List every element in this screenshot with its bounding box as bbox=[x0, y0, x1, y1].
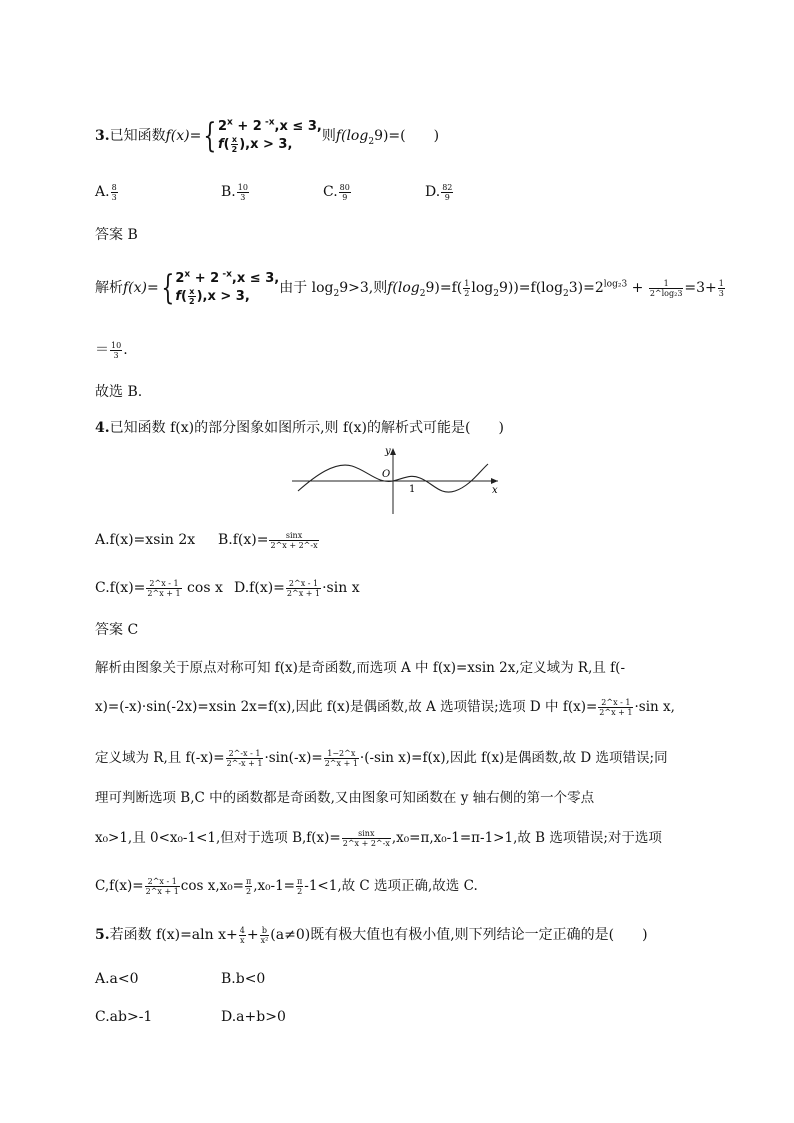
q4-analysis-line-4: 理可判断选项 B,C 中的函数都是奇函数,又由图象可知函数在 y 轴右侧的第一个零点 bbox=[95, 790, 595, 806]
q3-option-a: A. $\frac{8}{3}$ bbox=[95, 182, 117, 202]
q5-option-b: B.b<0 bbox=[221, 971, 266, 987]
q3-result: ＝ $\frac{10}{3}$ . bbox=[95, 340, 128, 360]
q3-number: 3. bbox=[95, 128, 110, 144]
q4-analysis-line-2: x)=(-x)·sin(-2x)=xsin 2x=f(x),因此 f(x)是偶函数,故 A 选项错误;选项 D 中 f(x)= $\frac{2\^{}x - 1}{2\^{}x + 1}$ ·sin x, bbox=[95, 698, 675, 717]
q3-option-b: B. $\frac{10}{3}$ bbox=[221, 182, 248, 202]
q3-option-c: C. $\frac{80}{9}$ bbox=[323, 182, 350, 202]
q4-option-c: C.f(x)= $\frac{2\^{}x - 1}{2\^{}x + 1}$ cos x bbox=[95, 578, 223, 598]
q4-option-d: D.f(x)= $\frac{2\^{}x - 1}{2\^{}x + 1}$ ·sin x bbox=[234, 578, 360, 598]
case-1: $2^x + 2$ $^{-x}$,x ≤ 3, bbox=[218, 117, 322, 134]
q3-stem: 3.已知函数$f(x)=\{2^x + 2$ $^{-x}$,x ≤ 3, f( $\frac{x}{2}$ ),x > 3,则$f(\log_29)=$( ) bbox=[95, 116, 440, 156]
x-axis-arrow bbox=[491, 478, 498, 484]
q3-option-d: D. $\frac{82}{9}$ bbox=[425, 182, 453, 202]
q3-answer: 答案 B bbox=[95, 227, 138, 243]
q3-analysis: 解析$f(x)=\{2^x + 2$ $^{-x}$,x ≤ 3, f( $\frac{x}{2}$ ),x > 3,由于 $\log_29>3$,则$f(\log_29)=f$( $\frac{1}{2}$ $\log_29))=f(\log_23)=2^{log_23}$ + $\frac{1}{\text{2\textasciicircum{}log₂3}}$ =3+ $\frac{1}{3}$ bbox=[95, 268, 724, 308]
q4-stem: 4.已知函数 f(x)的部分图象如图所示,则 f(x)的解析式可能是( ) bbox=[95, 420, 504, 436]
piecewise-cases bbox=[218, 118, 322, 154]
q4-option-b: B.f(x)= $\frac{\sin x}{2\^{}x + 2\^{}-x}$ bbox=[218, 530, 318, 550]
case-2: f( $\frac{x}{2}$ ),x > 3, bbox=[218, 135, 293, 154]
q3-conclusion: 故选 B. bbox=[95, 384, 143, 400]
q4-analysis-line-5: x₀>1,且 0<x₀-1<1,但对于选项 B,f(x)= $\frac{\sin x}{2\^{}x + 2\^{}-x}$ ,x₀=π,x₀-1=π-1>1,故 B 选项错误;对于选项 bbox=[95, 829, 662, 848]
tick-label-1: 1 bbox=[409, 484, 416, 495]
q4-analysis-line-6: C,f(x)= $\frac{2\^{}x - 1}{2\^{}x + 1}$ cos x,x₀= $\frac{\pi}{2}$ ,x₀-1= $\frac{\pi}{2}$ -1<1,故 C 选项正确,故选 C. bbox=[95, 877, 478, 896]
brace: { bbox=[203, 116, 217, 156]
q4-analysis-line-1: 解析由图象关于原点对称可知 f(x)是奇函数,而选项 A 中 f(x)=xsin 2x,定义域为 R,且 f(- bbox=[95, 660, 626, 676]
q5-option-a: A.a<0 bbox=[95, 971, 139, 987]
q5-option-d: D.a+b>0 bbox=[221, 1009, 286, 1025]
q5-stem: 5.若函数 f(x)=aln x+ $\frac{4}{x}$ + $\frac{b}{\text{x²}}$ (a≠0)既有极大值也有极小值,则下列结论一定正确的是( ) bbox=[95, 925, 648, 945]
y-axis-label: y bbox=[385, 446, 391, 457]
origin-label: O bbox=[382, 469, 391, 480]
y-axis-arrow bbox=[390, 448, 396, 455]
q5-option-c: C.ab>-1 bbox=[95, 1009, 153, 1025]
function-graph bbox=[290, 446, 505, 518]
x-axis-label: x bbox=[492, 485, 498, 496]
q4-option-a: A.f(x)=xsin 2x bbox=[95, 532, 196, 548]
q4-analysis-line-3: 定义域为 R,且 f(-x)= $\frac{2\^{}-x - 1}{2\^{}-x + 1}$ ·sin(-x)= $\frac{1-2\^{}x}{2\^{}x + 1}$ ·(-sin x)=f(x),因此 f(x)是偶函数,故 D 选项错误;同 bbox=[95, 749, 668, 768]
q4-answer: 答案 C bbox=[95, 622, 139, 638]
